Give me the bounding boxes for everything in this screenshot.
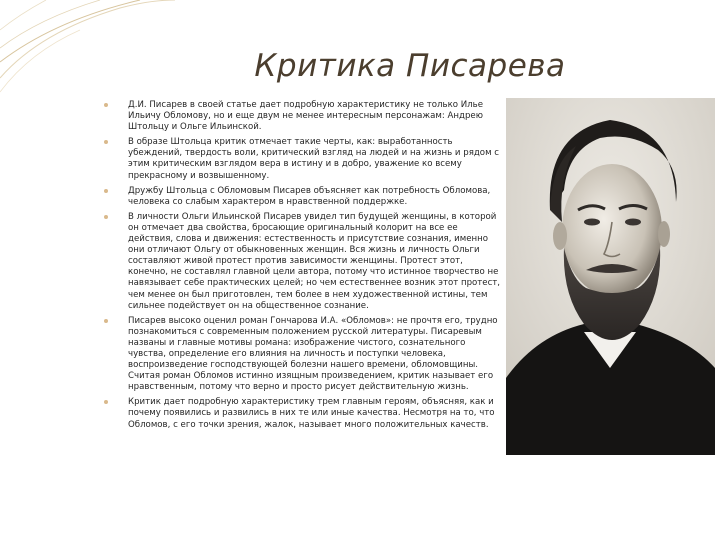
bullet-dot-icon <box>104 319 108 323</box>
bullet-text: В образе Штольца критик отмечает такие черты, как: выработанность убеждений, твердость воли, критический взгляд на людей и на жизнь и рядом с этим критическим взглядом вера в истину и в добро, уважение ко всему прекрасному и возвышенному. <box>128 137 500 181</box>
bullet-item <box>104 100 504 133</box>
bullet-text: Критик дает подробную характеристику трем главным героям, объясняя, как и почему появились и развились в них те или иные качества. Несмотря на то, что Обломов, с его точки зрения, жалок, называет много положительных качеств. <box>128 397 495 430</box>
portrait-image <box>506 98 715 455</box>
portrait-photo <box>506 98 715 455</box>
bullet-item <box>104 186 504 208</box>
bullet-dot-icon <box>104 215 108 219</box>
bullet-dot-icon <box>104 400 108 404</box>
bullet-dot-icon <box>104 140 108 144</box>
bullet-dot-icon <box>104 189 108 193</box>
bullet-text: Д.И. Писарев в своей статье дает подробную характеристику не только Илье Ильичу Обломову, но и еще двум не менее интересным персонажам: Андрею Штольцу и Ольге Ильинской. <box>128 100 484 133</box>
bullet-item <box>104 212 504 312</box>
slide-title: Критика Писарева <box>254 48 566 84</box>
bullet-item <box>104 137 504 181</box>
bullet-text: В личности Ольги Ильинской Писарев увидел тип будущей женщины, в которой он отмечает два свойства, бросающие оригинальный колорит на все ее действия, слова и движения: естественность и присутствие сознания, именно они отличают Ольгу от обыкновенных женщин. Вся жизнь и личность Ольги составляют живой протест против зависимости женщины. Протест этот, конечно, не составлял главной цели автора, потому что истинное творчество не навязывает себе практических целей; но чем естественнее возник этот протест, чем менее он был приготовлен, тем более в нем художественной истины, тем сильнее подействует он на общественное сознание. <box>128 211 501 311</box>
bullet-list <box>104 100 504 435</box>
bullet-item <box>104 397 504 430</box>
bullet-dot-icon <box>104 103 108 107</box>
bullet-text: Дружбу Штольца с Обломовым Писарев объясняет как потребность Обломова, человека со слабым характером в нравственной поддержке. <box>128 185 491 207</box>
bullet-text: Писарев высоко оценил роман Гончарова И.А. «Обломов»: не прочтя его, трудно познакомиться с современным положением русской литературы. Писаревым названы и главные мотивы романа: изображение чистого, сознательного чувства, определение его влияния на личность и поступки человека, воспроизведение господствующей болезни нашего времени, обломовщины. Считая роман Обломов истинно изящным произведением, критик называет его нравственным, потому что верно и просто рисует действительную жизнь. <box>128 315 498 393</box>
bullet-item <box>104 316 504 394</box>
